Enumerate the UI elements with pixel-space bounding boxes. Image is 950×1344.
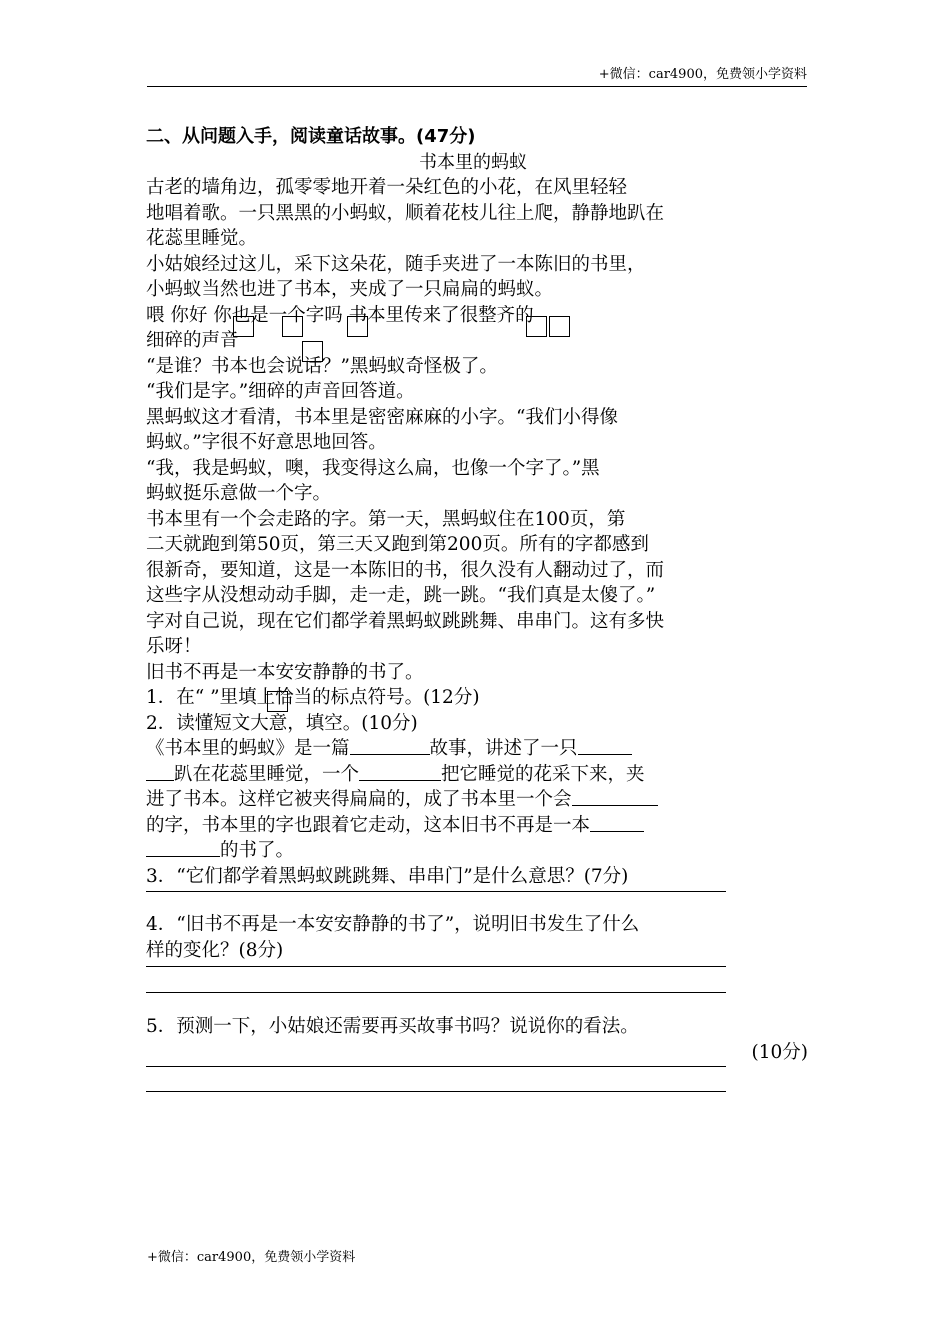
punctuation-box-3[interactable] <box>347 316 368 337</box>
q2-text: 进了书本。这样它被夹得扁扁的，成了书本里一个会 <box>146 789 572 810</box>
question-3: 3．“它们都学着黑蚂蚁跳跳舞、串串门”是什么意思？(7分) <box>146 865 629 887</box>
story-line: 二天就跑到第50页，第三天又跑到第200页。所有的字都感到 <box>146 534 649 555</box>
q2-text: 《书本里的蚂蚁》是一篇 <box>146 738 350 759</box>
q2-blank-2a[interactable] <box>578 738 632 755</box>
q2-fill-line <box>146 736 808 762</box>
q2-text: 趴在花蕊里睡觉，一个 <box>174 763 360 785</box>
question-4-line-1: 4．“旧书不再是一本安安静静的书了”，说明旧书发生了什么 <box>146 914 640 935</box>
punctuation-box-2[interactable] <box>282 316 303 337</box>
question-4-line-2: 样的变化？(8分) <box>146 939 284 961</box>
q2-fill-line <box>146 762 808 788</box>
answer-line-q3[interactable] <box>146 891 726 892</box>
q2-blank-4[interactable] <box>572 789 658 806</box>
story-line: 地唱着歌。一只黑黑的小蚂蚁，顺着花枝儿往上爬，静静地趴在 <box>146 202 665 224</box>
story-line: 蚂蚁挺乐意做一个字。 <box>146 483 332 504</box>
q2-fill-line <box>146 813 808 839</box>
punctuation-box-5[interactable] <box>549 316 570 337</box>
story-line: 小姑娘经过这儿，采下这朵花，随手夹进了一本陈旧的书里， <box>146 253 646 275</box>
story-line: 旧书不再是一本安安静静的书了。 <box>146 661 424 683</box>
spacer <box>146 963 808 1014</box>
story-line: 蚂蚁。”字很不好意思地回答。 <box>146 432 387 453</box>
story-line: 喂 你好 你也是一个字吗 书本里传来了很整齐的 <box>146 304 534 326</box>
q2-text: 把它睡觉的花采下来，夹 <box>441 763 645 785</box>
q2-text: 故事，讲述了一只 <box>429 738 578 759</box>
question-2: 2．读懂短文大意，填空。(10分) <box>146 712 418 734</box>
story-line: “是谁？书本也会说话？”黑蚂蚁奇怪极了。 <box>146 355 498 377</box>
question-5-score: (10分) <box>751 1041 808 1063</box>
question-1: 1．在“ ”里填上恰当的标点符号。(12分) <box>146 687 480 708</box>
story-line: 字对自己说，现在它们都学着黑蚂蚁跳跳舞、串串门。这有多快 <box>146 610 665 632</box>
example-box-icon <box>267 691 288 712</box>
q2-text: 的书了。 <box>220 840 295 861</box>
story-line: 乐呀！ <box>146 636 202 657</box>
q2-blank-1[interactable] <box>350 738 430 755</box>
punctuation-box-4[interactable] <box>526 316 547 337</box>
answer-line-q5-2[interactable] <box>146 1091 726 1092</box>
page-header: +微信：car4900，免费领小学资料 <box>147 64 807 87</box>
section-title: 二、从问题入手，阅读童话故事。(47分) <box>146 126 476 147</box>
spacer <box>146 889 808 912</box>
q2-blank-5b[interactable] <box>146 840 220 857</box>
punctuation-box-1[interactable] <box>233 316 254 337</box>
q2-text: 的字，书本里的字也跟着它走动，这本旧书不再是一本 <box>146 814 591 836</box>
story-line: 这些字从没想动动手脚，走一走，跳一跳。“我们真是太傻了。” <box>146 585 656 606</box>
answer-line-q5-1[interactable] <box>146 1066 726 1067</box>
question-5: 5．预测一下，小姑娘还需要再买故事书吗？说说你的看法。 <box>146 1016 639 1037</box>
page-footer: +微信：car4900，免费领小学资料 <box>147 1250 356 1265</box>
story-line: 书本里有一个会走路的字。第一天，黑蚂蚁住在100页，第 <box>146 508 626 530</box>
answer-line-q4-1[interactable] <box>146 966 726 967</box>
q2-fill-line <box>146 838 808 864</box>
story-body <box>146 175 808 685</box>
answer-line-q4-2[interactable] <box>146 992 726 993</box>
story-line: 很新奇，要知道，这是一本陈旧的书，很久没有人翻动过了，而 <box>146 559 665 581</box>
story-line: 细碎的声音 <box>146 330 239 351</box>
q2-blank-2b[interactable] <box>146 764 174 781</box>
story-line: “我，我是蚂蚁，噢，我变得这么扁，也像一个字了。”黑 <box>146 457 600 479</box>
punctuation-box-6[interactable] <box>302 341 323 362</box>
q2-blank-3[interactable] <box>359 764 441 781</box>
exam-content <box>146 124 808 1065</box>
q2-blank-5a[interactable] <box>590 815 644 832</box>
story-title: 书本里的蚂蚁 <box>419 151 527 173</box>
story-line: “我们是字。”细碎的声音回答道。 <box>146 381 415 402</box>
q2-fill-line <box>146 787 808 813</box>
story-line: 花蕊里睡觉。 <box>146 228 258 249</box>
story-line: 小蚂蚁当然也进了书本，夹成了一只扁扁的蚂蚁。 <box>146 279 554 300</box>
story-line: 古老的墙角边，孤零零地开着一朵红色的小花，在风里轻轻 <box>146 177 628 198</box>
story-line: 黑蚂蚁这才看清，书本里是密密麻麻的小字。“我们小得像 <box>146 406 618 428</box>
